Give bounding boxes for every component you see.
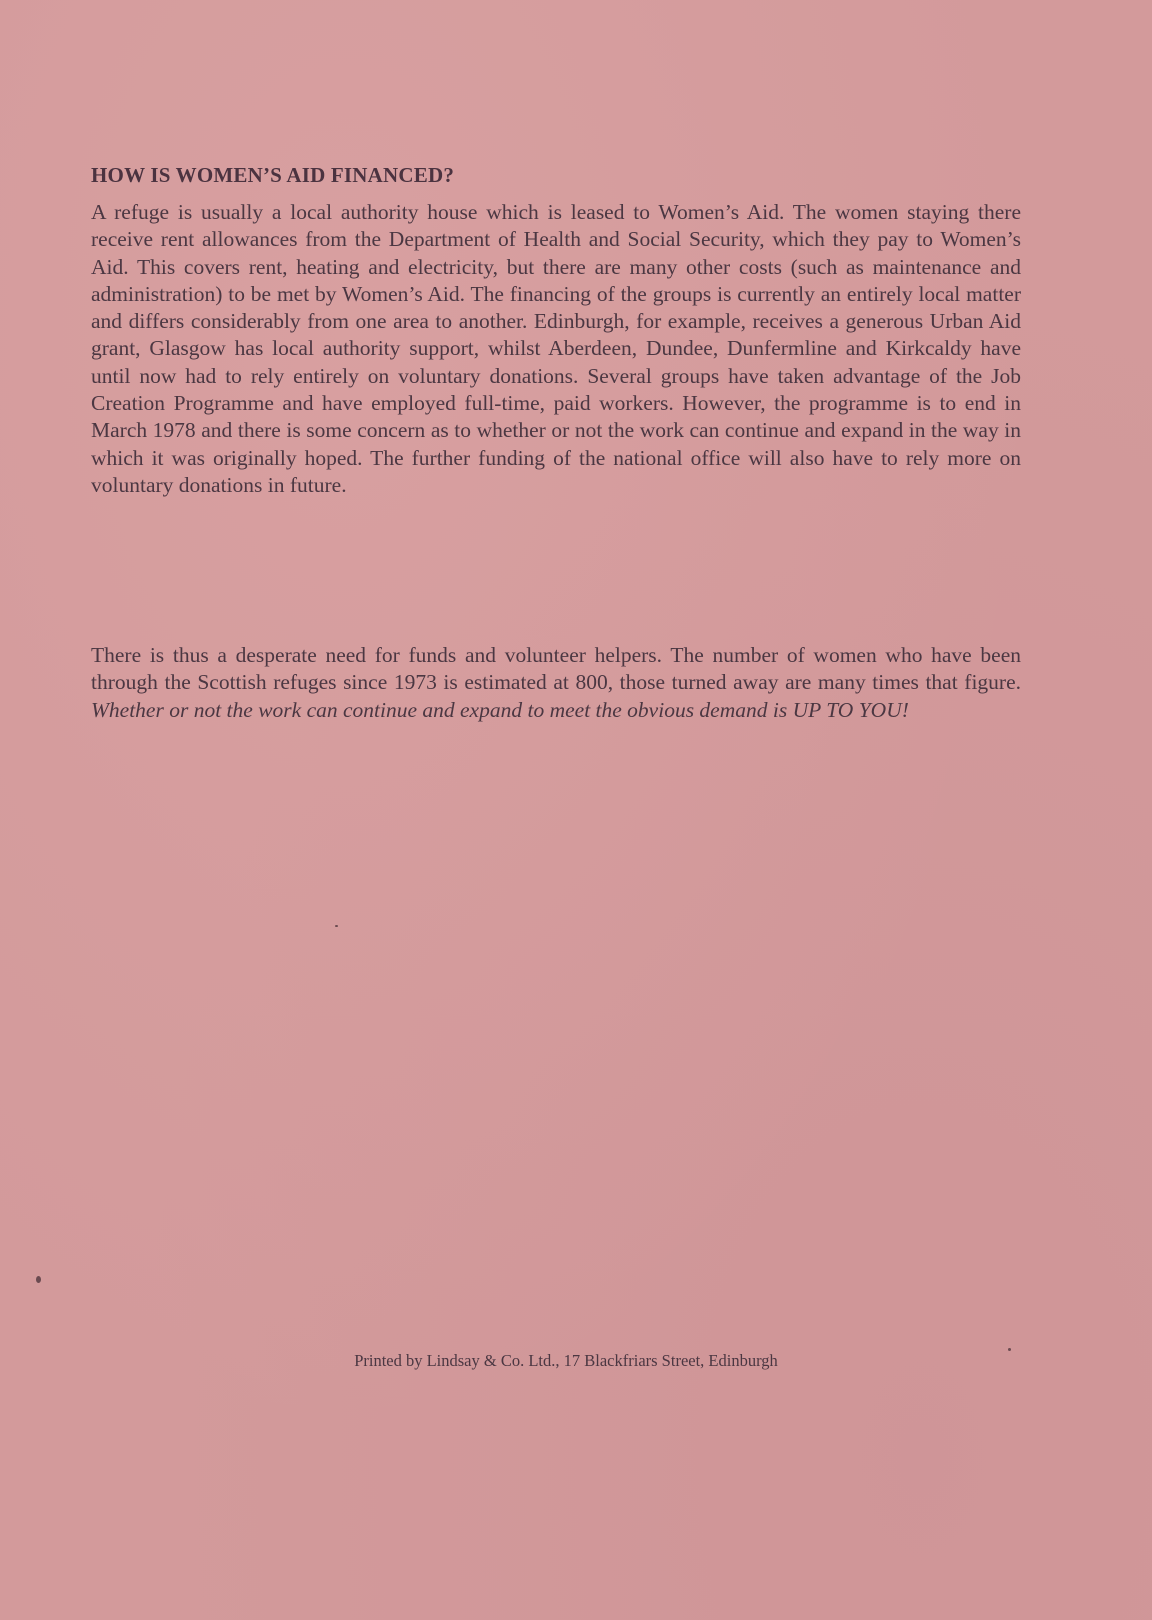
paper-speck	[1008, 1348, 1011, 1351]
appeal-text: There is thus a desperate need for funds and volunteer helpers. The number of women who have been through the Scottish refuges since 1973 is estimated at 800, those turned away are many times that figure.	[91, 643, 1021, 695]
printer-imprint: Printed by Lindsay & Co. Ltd., 17 Blackfriars Street, Edinburgh	[354, 1351, 778, 1370]
paper-speck	[36, 1276, 41, 1283]
body-paragraph-financing: A refuge is usually a local authority house which is leased to Women’s Aid. The women staying there receive rent allowances from the Department of Health and Social Security, which they pay to Women’s Aid. This covers rent, heating and electricity, but there are many other costs (such as maintenance and administration) to be met by Women’s Aid. The financing of the groups is currently an entirely local matter and differs considerably from one area to another. Edinburgh, for example, receives a generous Urban Aid grant, Glasgow has local authority support, whilst Aberdeen, Dundee, Dunfermline and Kirkcaldy have until now had to rely entirely on voluntary donations. Several groups have taken advantage of the Job Creation Programme and have employed full-time, paid workers. However, the programme is to end in March 1978 and there is some concern as to whether or not the work can continue and expand in the way in which it was originally hoped. The further funding of the national office will also have to rely more on voluntary donations in future.	[91, 200, 1021, 497]
paper-speck	[335, 925, 338, 927]
appeal-emphasis: Whether or not the work can continue and expand to meet the obvious demand is UP TO YOU!	[91, 697, 909, 722]
section-heading: HOW IS WOMEN’S AID FINANCED?	[91, 163, 455, 187]
body-paragraph-appeal	[91, 642, 1021, 724]
